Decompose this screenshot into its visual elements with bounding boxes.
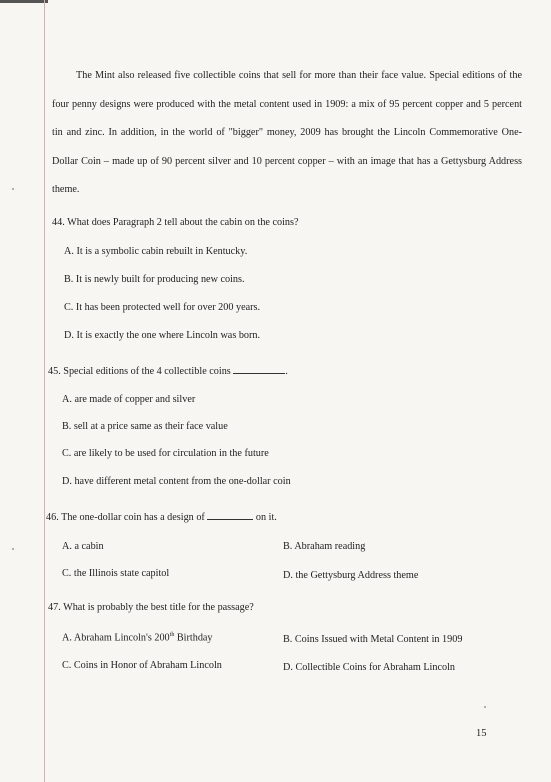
question-45: [48, 364, 288, 377]
q47-option-c[interactable]: C. Coins in Honor of Abraham Lincoln: [62, 660, 222, 671]
margin-dot: [484, 706, 486, 708]
q45-option-b[interactable]: B. sell at a price same as their face value: [62, 421, 228, 432]
q46-stem-end: on it.: [255, 512, 277, 523]
q47-option-a-text: A. Abraham Lincoln's 200: [62, 632, 170, 644]
q47-option-a-tail: Birthday: [174, 632, 213, 644]
question-47: 47. What is probably the best title for the passage?: [48, 602, 254, 613]
q46-option-a[interactable]: A. a cabin: [62, 541, 104, 552]
q46-option-c[interactable]: C. the Illinois state capitol: [62, 568, 170, 579]
page-number: 15: [476, 728, 487, 739]
q47-option-a[interactable]: [62, 632, 213, 643]
q46-stem: 46. The one-dollar coin has a design of: [46, 512, 205, 523]
q46-option-b[interactable]: B. Abraham reading: [283, 541, 366, 552]
margin-rule: [44, 0, 45, 782]
q44-option-d[interactable]: D. It is exactly the one where Lincoln was born.: [64, 330, 261, 341]
q44-option-b[interactable]: B. It is newly built for producing new coins.: [64, 274, 245, 285]
answer-blank: [233, 364, 285, 374]
margin-dot: [12, 188, 14, 190]
margin-dot: [12, 548, 14, 550]
q45-option-a[interactable]: A. are made of copper and silver: [62, 394, 196, 405]
q47-option-b[interactable]: B. Coins Issued with Metal Content in 1909: [283, 634, 463, 645]
q45-option-c[interactable]: C. are likely to be used for circulation in the future: [62, 448, 269, 459]
question-44: 44. What does Paragraph 2 tell about the cabin on the coins?: [52, 217, 299, 228]
reading-passage: [52, 62, 522, 205]
answer-blank: [207, 510, 253, 520]
q44-option-a[interactable]: A. It is a symbolic cabin rebuilt in Kentucky.: [64, 246, 248, 257]
ordinal-suffix: th: [169, 632, 175, 638]
q44-option-c[interactable]: C. It has been protected well for over 200 years.: [64, 302, 261, 313]
top-margin-mark: [0, 0, 48, 3]
q45-stem-end: .: [285, 366, 288, 377]
q45-option-d[interactable]: D. have different metal content from the one-dollar coin: [62, 476, 291, 487]
q46-option-d[interactable]: D. the Gettysburg Address theme: [283, 570, 419, 581]
q47-option-d[interactable]: D. Collectible Coins for Abraham Lincoln: [283, 662, 456, 673]
question-46: [46, 510, 277, 523]
passage-text: The Mint also released five collectible coins that sell for more than their face value. Special editions of the four penny designs were produced with the metal content used in 1909: a mix of 95 percent copper and 5 percent tin and zinc. In addition, in the world of "bigger" money, 2009 has brought the Lincoln Commemorative One-Dollar Coin – made up of 90 percent silver and 10 percent copper – with an image that has a Gettysburg Address theme.: [52, 70, 522, 195]
q45-stem: 45. Special editions of the 4 collectible coins: [48, 366, 231, 377]
